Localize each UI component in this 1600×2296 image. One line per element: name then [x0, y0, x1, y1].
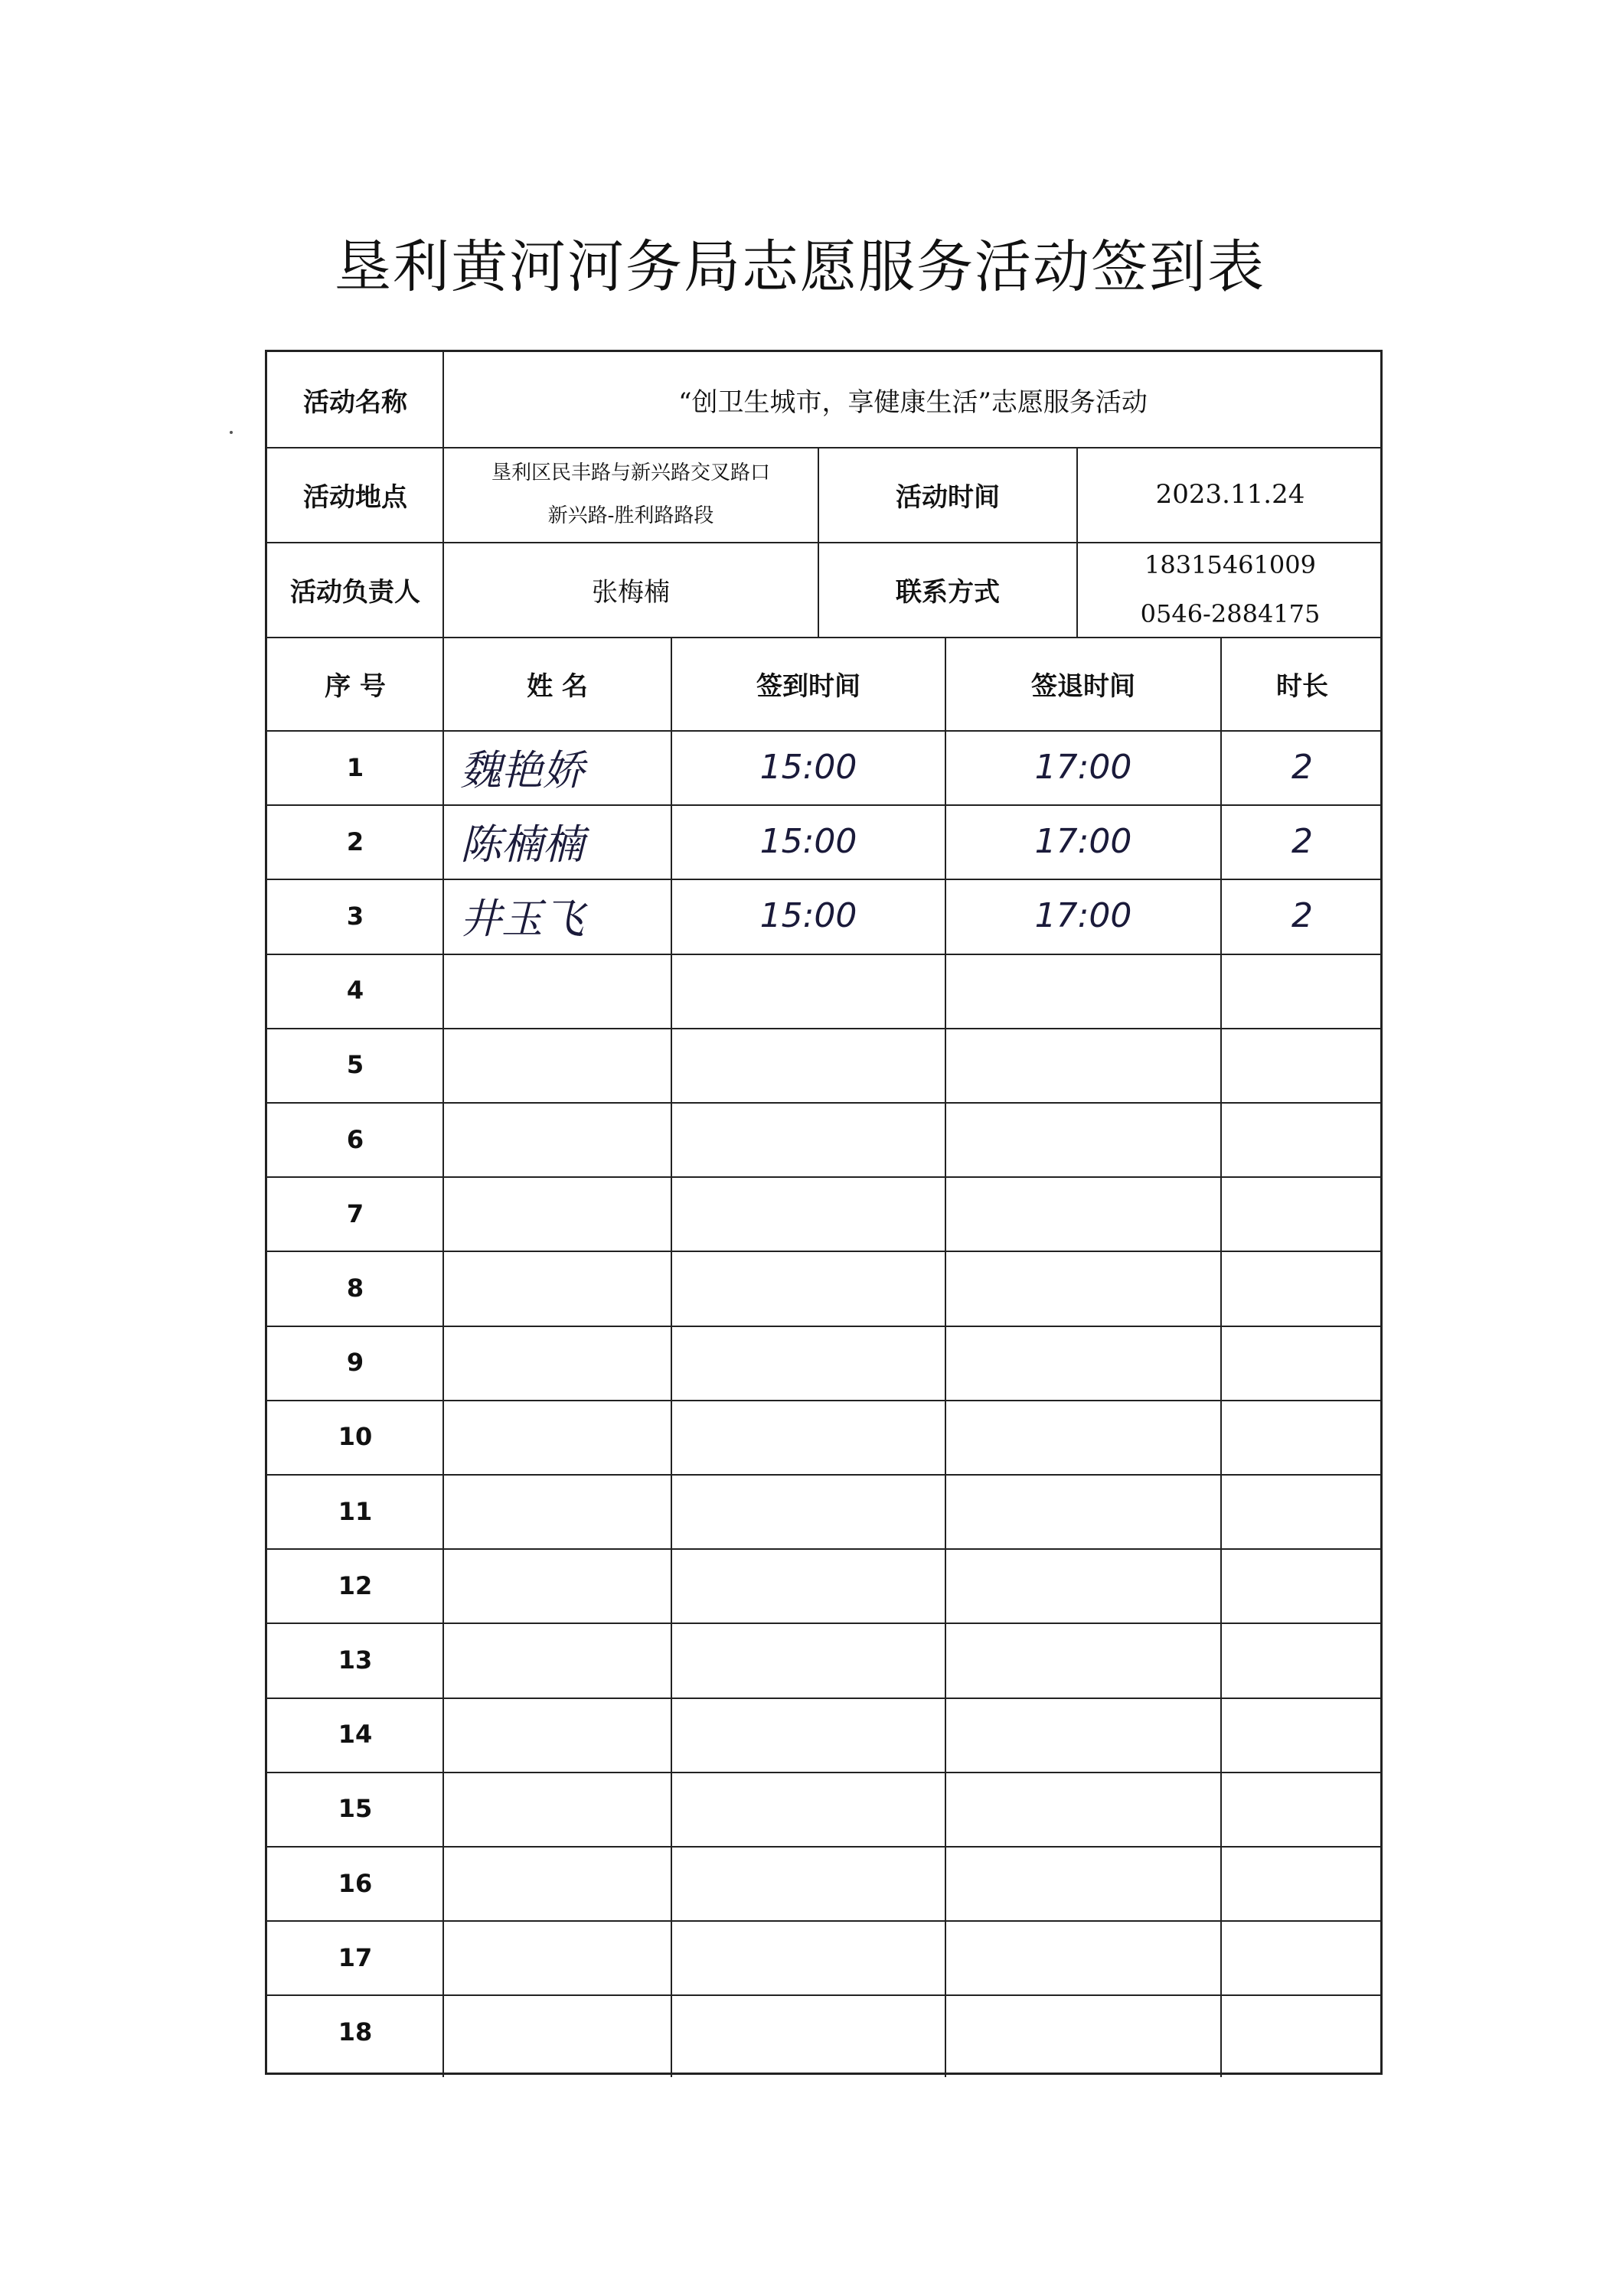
row-duration — [1221, 1846, 1383, 1920]
row-number: 11 — [338, 1496, 373, 1526]
row-checkout-time — [945, 1846, 1221, 1920]
grid-line — [267, 1623, 1383, 1624]
location-line-1: 垦利区民丰路与新兴路交叉路口 — [491, 461, 770, 484]
row-checkout-time — [945, 1698, 1221, 1772]
row-name-signature — [443, 1474, 671, 1548]
row-checkin-time: 15:00 — [759, 748, 857, 788]
row-checkin-time — [671, 954, 945, 1028]
row-name-signature: 陈楠楠 — [460, 820, 584, 869]
row-number: 18 — [338, 2017, 373, 2047]
column-header-checkin: 签到时间 — [756, 670, 860, 702]
row-checkout-time — [945, 1548, 1221, 1623]
column-header-name: 姓 名 — [527, 670, 588, 702]
row-duration — [1221, 1251, 1383, 1325]
row-checkout-time — [945, 1102, 1221, 1176]
grid-line — [267, 542, 1383, 543]
row-duration — [1221, 1623, 1383, 1697]
row-checkin-time — [671, 1326, 945, 1400]
row-number: 14 — [338, 1720, 373, 1750]
row-duration — [1221, 1474, 1383, 1548]
row-number: 3 — [346, 901, 364, 931]
row-duration: 2 — [1291, 896, 1313, 936]
column-header-checkout: 签退时间 — [1031, 670, 1135, 702]
row-duration: 2 — [1291, 822, 1313, 862]
grid-line — [1220, 637, 1222, 2077]
leader-label: 活动负责人 — [290, 576, 420, 608]
row-checkin-time — [671, 1846, 945, 1920]
row-checkin-time — [671, 1623, 945, 1697]
row-number: 8 — [346, 1273, 364, 1303]
grid-line — [267, 1474, 1383, 1476]
row-name-signature — [443, 1176, 671, 1251]
activity-name-label: 活动名称 — [303, 386, 407, 418]
row-duration — [1221, 1028, 1383, 1102]
row-number: 2 — [346, 827, 364, 856]
row-checkout-time — [945, 1474, 1221, 1548]
grid-line — [1076, 447, 1078, 637]
row-name-signature — [443, 1028, 671, 1102]
grid-line — [267, 1698, 1383, 1699]
grid-line — [267, 879, 1383, 880]
row-checkin-time: 15:00 — [759, 896, 857, 936]
row-duration — [1221, 1102, 1383, 1176]
grid-line — [267, 1251, 1383, 1252]
row-duration — [1221, 1698, 1383, 1772]
grid-line — [267, 1846, 1383, 1848]
row-name-signature — [443, 954, 671, 1028]
grid-line — [442, 352, 444, 2077]
grid-line — [267, 1548, 1383, 1550]
row-name-signature — [443, 1548, 671, 1623]
row-checkout-time — [945, 1623, 1221, 1697]
scan-speck — [230, 431, 233, 434]
row-checkin-time — [671, 1251, 945, 1325]
grid-line — [267, 1028, 1383, 1029]
row-number: 4 — [346, 976, 364, 1006]
row-name-signature — [443, 1326, 671, 1400]
row-name-signature — [443, 1772, 671, 1846]
row-number: 5 — [346, 1050, 364, 1080]
row-checkin-time — [671, 1176, 945, 1251]
page-title: 垦利黄河河务局志愿服务活动签到表 — [335, 234, 1265, 300]
row-checkout-time — [945, 1772, 1221, 1846]
row-name-signature — [443, 1623, 671, 1697]
row-checkin-time — [671, 1698, 945, 1772]
row-duration — [1221, 1548, 1383, 1623]
row-checkin-time — [671, 1772, 945, 1846]
row-checkout-time — [945, 1400, 1221, 1474]
row-checkout-time — [945, 954, 1221, 1028]
row-duration — [1221, 1994, 1383, 2069]
row-checkout-time: 17:00 — [1034, 896, 1132, 936]
row-checkin-time — [671, 1994, 945, 2069]
row-number: 1 — [346, 752, 364, 782]
row-checkout-time: 17:00 — [1034, 822, 1132, 862]
row-duration — [1221, 1176, 1383, 1251]
row-checkout-time — [945, 1176, 1221, 1251]
location-line-2: 新兴路-胜利路路段 — [547, 504, 714, 527]
row-checkout-time — [945, 1251, 1221, 1325]
row-checkin-time: 15:00 — [759, 822, 857, 862]
row-name-signature — [443, 1698, 671, 1772]
grid-line — [267, 730, 1383, 732]
row-name-signature — [443, 1846, 671, 1920]
row-name-signature: 井玉飞 — [460, 895, 584, 944]
row-duration — [1221, 1772, 1383, 1846]
column-header-no: 序 号 — [325, 670, 386, 702]
grid-line — [267, 1400, 1383, 1401]
grid-line — [267, 954, 1383, 955]
row-number: 9 — [346, 1348, 364, 1378]
row-name-signature — [443, 1920, 671, 1994]
sign-in-sheet — [265, 350, 1383, 2075]
grid-line — [671, 637, 672, 2077]
grid-line — [267, 1102, 1383, 1104]
column-header-duration: 时长 — [1276, 670, 1328, 702]
grid-line — [267, 1920, 1383, 1922]
leader-value: 张梅楠 — [592, 576, 670, 608]
row-name-signature — [443, 1400, 671, 1474]
grid-line — [267, 804, 1383, 806]
row-number: 16 — [338, 1868, 373, 1898]
activity-time-label: 活动时间 — [896, 481, 1000, 513]
row-duration: 2 — [1291, 748, 1313, 788]
location-value — [443, 447, 818, 542]
row-checkout-time — [945, 1994, 1221, 2069]
row-checkin-time — [671, 1548, 945, 1623]
row-number: 12 — [338, 1570, 373, 1600]
contact-phone: 18315461009 — [1144, 550, 1316, 579]
row-number: 17 — [338, 1942, 373, 1972]
activity-time-value: 2023.11.24 — [1155, 479, 1305, 510]
grid-line — [818, 447, 819, 637]
grid-line — [267, 447, 1383, 448]
row-checkin-time — [671, 1474, 945, 1548]
row-number: 10 — [338, 1422, 373, 1452]
row-name-signature — [443, 1994, 671, 2069]
contact-value — [1077, 542, 1383, 637]
row-number: 6 — [346, 1124, 364, 1154]
contact-label: 联系方式 — [896, 576, 1000, 608]
contact-tel: 0546-2884175 — [1140, 599, 1321, 628]
row-name-signature — [443, 1251, 671, 1325]
grid-line — [267, 637, 1383, 638]
row-checkout-time: 17:00 — [1034, 748, 1132, 788]
location-label: 活动地点 — [303, 481, 407, 513]
row-name-signature: 魏艳娇 — [460, 746, 584, 795]
row-duration — [1221, 1326, 1383, 1400]
grid-line — [267, 1772, 1383, 1773]
grid-line — [267, 1994, 1383, 1996]
row-checkout-time — [945, 1028, 1221, 1102]
grid-line — [267, 1176, 1383, 1178]
row-checkin-time — [671, 1400, 945, 1474]
activity-name-value: “创卫生城市，享健康生活”志愿服务活动 — [678, 386, 1148, 418]
row-name-signature — [443, 1102, 671, 1176]
row-duration — [1221, 1920, 1383, 1994]
row-number: 7 — [346, 1199, 364, 1228]
row-checkin-time — [671, 1102, 945, 1176]
grid-line — [267, 1326, 1383, 1327]
row-number: 13 — [338, 1645, 373, 1675]
row-checkout-time — [945, 1326, 1221, 1400]
grid-line — [945, 637, 946, 2077]
row-checkout-time — [945, 1920, 1221, 1994]
row-number: 15 — [338, 1794, 373, 1824]
row-duration — [1221, 954, 1383, 1028]
row-duration — [1221, 1400, 1383, 1474]
row-checkin-time — [671, 1028, 945, 1102]
row-checkin-time — [671, 1920, 945, 1994]
